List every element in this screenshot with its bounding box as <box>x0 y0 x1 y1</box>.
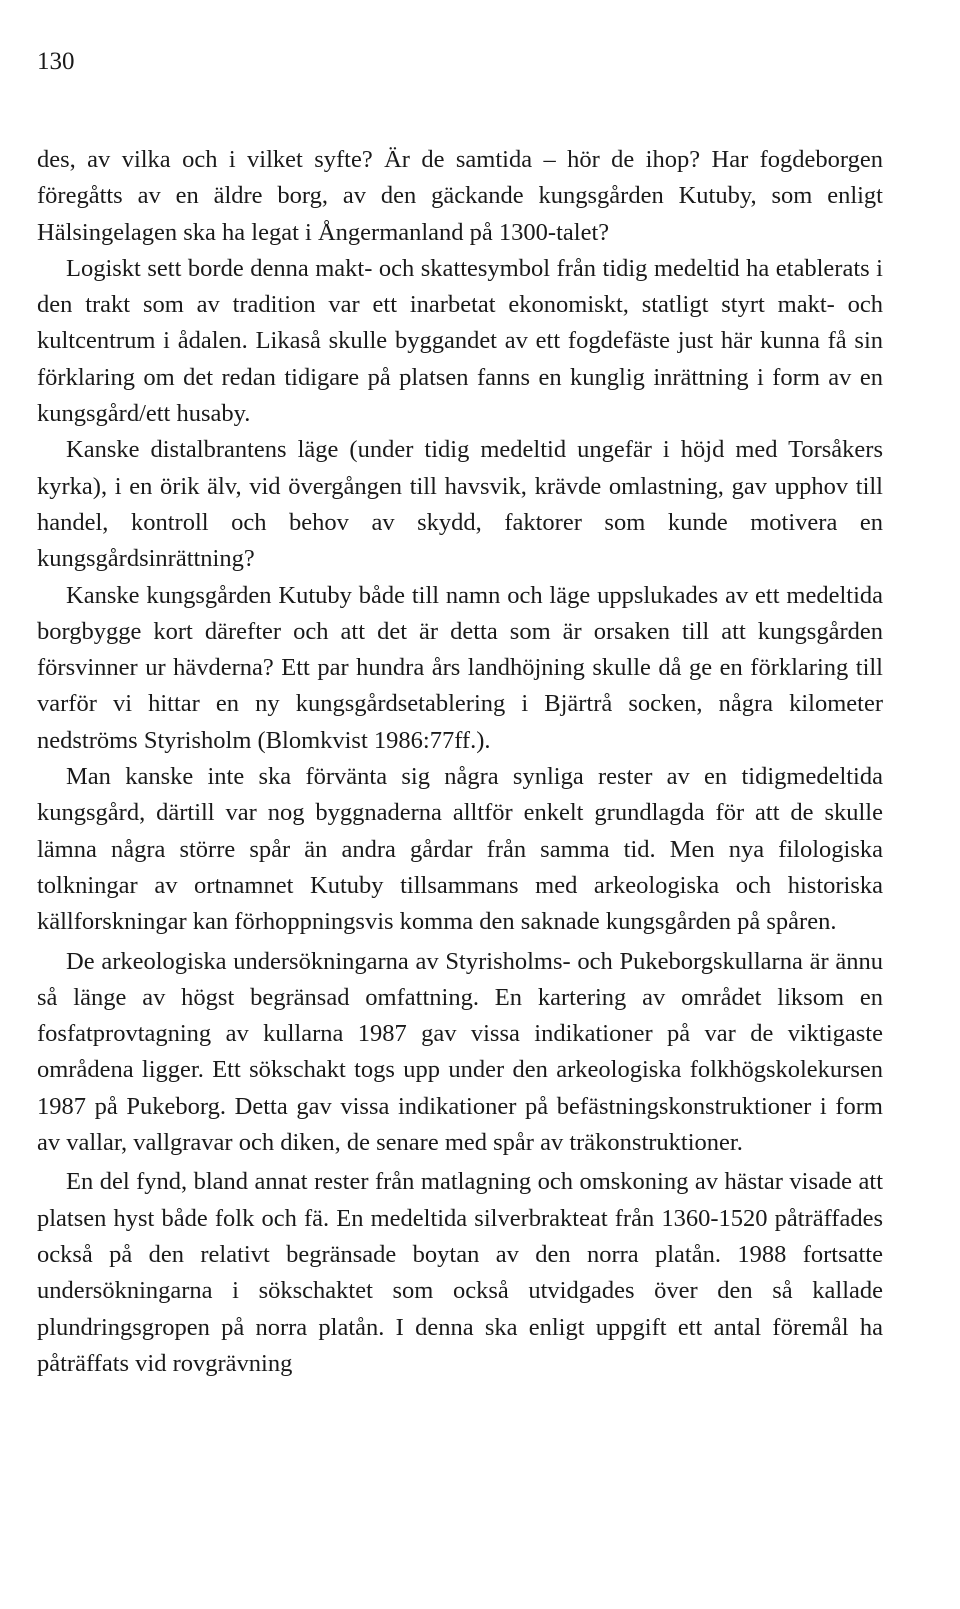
paragraph-2: Logiskt sett borde denna makt- och skattesymbol från tidig medeltid ha etablerats i den trakt som av tradition var ett inarbetat ekonomiskt, statligt styrt makt- och kultcentrum i ådalen. Likaså skulle byggandet av ett fogdefäste just här kunna få sin förklaring om det redan tidigare på platsen fanns en kunglig inrättning i form av en kungsgård/ett husaby. <box>37 254 883 428</box>
paragraph-5: Man kanske inte ska förvänta sig några synliga rester av en tidigmedeltida kungsgård, därtill var nog byggnaderna alltför enkelt grundlagda för att de skulle lämna några större spår än andra gårdar från samma tid. Men nya filologiska tolkningar av ortnamnet Kutuby tillsammans med arkeologiska och historiska källforskningar kan förhoppningsvis komma den saknade kungsgården på spåren. <box>37 763 883 936</box>
paragraph-1: des, av vilka och i vilket syfte? Är de samtida – hör de ihop? Har fogdeborgen föregåtts av en äldre borg, av den gäckande kungsgården Kutuby, som enligt Hälsingelagen ska ha legat i Ångermanland på 1300-talet? <box>37 146 883 246</box>
paragraph-6: De arkeologiska undersökningarna av Styrisholms- och Pukeborgskullarna är ännu så länge av högst begränsad omfattning. En kartering av området liksom en fosfatprovtagning av kullarna 1987 gav vissa indikationer på var de viktigaste områdena ligger. Ett sökschakt togs upp under den arkeologiska folkhögskolekursen 1987 på Pukeborg. Detta gav vissa indikationer på befästningskonstruktioner i form av vallar, vallgravar och diken, de senare med spår av träkonstruktioner. <box>37 947 883 1157</box>
page-number: 130 <box>37 48 75 75</box>
paragraph-3: Kanske distalbrantens läge (under tidig medeltid ungefär i höjd med Torsåkers kyrka), i en örik älv, vid övergången till havsvik, krävde omlastning, gav upphov till handel, kontroll och behov av skydd, faktorer som kunde motivera en kungsgårdsinrättning? <box>37 436 883 573</box>
paragraph-7: En del fynd, bland annat rester från matlagning och omskoning av hästar visade att platsen hyst både folk och fä. En medeltida silverbrakteat från 1360-1520 påträffades också på den relativt begränsade boytan av den norra platån. 1988 fortsatte undersökningarna i sökschaktet som också utvidgades över den så kallade plundringsgropen på norra platån. I denna ska enligt uppgift ett antal föremål ha påträffats vid rovgrävning <box>37 1168 883 1377</box>
paragraph-4: Kanske kungsgården Kutuby både till namn och läge uppslukades av ett medeltida borgbygge kort därefter och att det är detta som är orsaken till att kungsgården försvinner ur hävderna? Ett par hundra års landhöjning skulle då ge en förklaring till varför vi hittar en ny kungsgårdsetablering i Bjärtrå socken, några kilometer nedströms Styrisholm (Blomkvist 1986:77ff.). <box>37 581 883 754</box>
body-text <box>37 142 883 1382</box>
